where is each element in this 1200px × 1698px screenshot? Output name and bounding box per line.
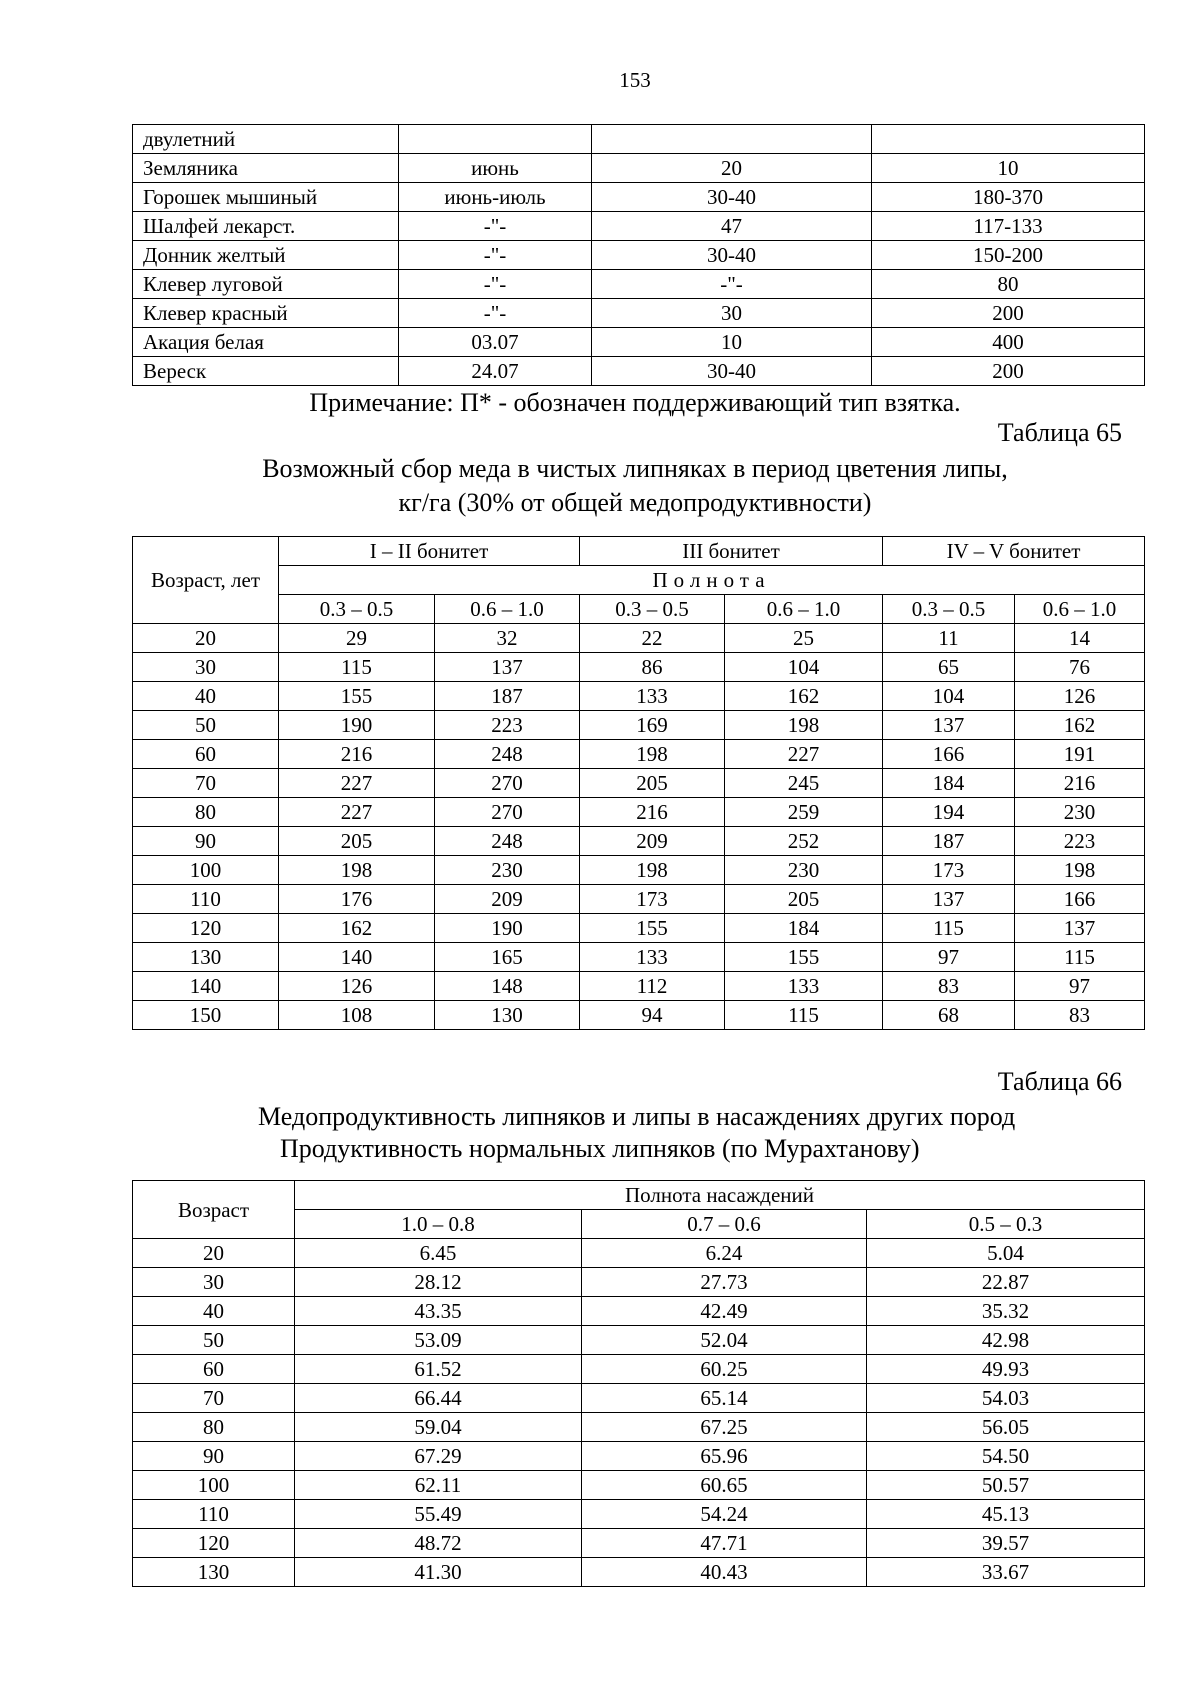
- table-cell: 165: [435, 943, 580, 972]
- table-cell: 190: [435, 914, 580, 943]
- table-cell: 35.32: [867, 1297, 1145, 1326]
- table-cell: 150: [133, 1001, 279, 1030]
- table-cell: 27.73: [582, 1268, 867, 1297]
- table-cell: 137: [883, 885, 1015, 914]
- table-cell: 166: [1015, 885, 1145, 914]
- table-cell: 190: [279, 711, 435, 740]
- table-cell: 67.29: [295, 1442, 582, 1471]
- table-cell: 117-133: [872, 212, 1145, 241]
- table-cell: 49.93: [867, 1355, 1145, 1384]
- table-cell: 230: [1015, 798, 1145, 827]
- table-cell: 62.11: [295, 1471, 582, 1500]
- table-row: [133, 1001, 1145, 1030]
- table-cell: 162: [279, 914, 435, 943]
- table65-caption-line2: кг/га (30% от общей медопродуктивности): [398, 488, 872, 517]
- table-cell: 60: [133, 1355, 295, 1384]
- table-cell: 52.04: [582, 1326, 867, 1355]
- table65-subheader: 0.3 – 0.5: [279, 595, 435, 624]
- table-cell: 54.24: [582, 1500, 867, 1529]
- table66-label: Таблица 66: [997, 1067, 1122, 1096]
- table-cell: 30-40: [592, 183, 872, 212]
- table-cell: Вереск: [133, 357, 399, 386]
- table-cell: 115: [279, 653, 435, 682]
- table-cell: 162: [1015, 711, 1145, 740]
- table-cell: 133: [725, 972, 883, 1001]
- table-cell: 50: [133, 1326, 295, 1355]
- table-cell: 29: [279, 624, 435, 653]
- table-cell: 42.98: [867, 1326, 1145, 1355]
- table-cell: 6.24: [582, 1239, 867, 1268]
- table-cell: -"-: [592, 270, 872, 299]
- table-cell: 10: [592, 328, 872, 357]
- table-cell: -"-: [399, 212, 592, 241]
- table-cell: 245: [725, 769, 883, 798]
- page-number: 153: [619, 68, 651, 92]
- table-row: [133, 1442, 1145, 1471]
- table-cell: 120: [133, 914, 279, 943]
- table-cell: 205: [580, 769, 725, 798]
- table-cell: 10: [872, 154, 1145, 183]
- table-cell: 65.14: [582, 1384, 867, 1413]
- table-cell: Горошек мышиный: [133, 183, 399, 212]
- table65-label: Таблица 65: [997, 418, 1122, 447]
- table-cell: 5.04: [867, 1239, 1145, 1268]
- table-cell: 39.57: [867, 1529, 1145, 1558]
- table66-subheader: 0.5 – 0.3: [867, 1210, 1145, 1239]
- table-cell: 54.03: [867, 1384, 1145, 1413]
- table-cell: 33.67: [867, 1558, 1145, 1587]
- table-row: [133, 769, 1145, 798]
- plant-honey-table-body: [133, 125, 1145, 386]
- table-cell: 198: [725, 711, 883, 740]
- table-cell: 227: [279, 769, 435, 798]
- table66-body: [133, 1239, 1145, 1587]
- table-cell: 120: [133, 1529, 295, 1558]
- table-cell: 162: [725, 682, 883, 711]
- table-cell: 198: [1015, 856, 1145, 885]
- table-cell: 54.50: [867, 1442, 1145, 1471]
- table65-body: [133, 624, 1145, 1030]
- table-cell: 97: [883, 943, 1015, 972]
- table-cell: 14: [1015, 624, 1145, 653]
- table-cell: 205: [279, 827, 435, 856]
- table-row: [133, 125, 1145, 154]
- table-row: [133, 885, 1145, 914]
- table-cell: 42.49: [582, 1297, 867, 1326]
- table-cell: Акация белая: [133, 328, 399, 357]
- table-cell: 41.30: [295, 1558, 582, 1587]
- table66-caption-line2: Продуктивность нормальных липняков (по Мурахтанову): [280, 1134, 920, 1163]
- table-cell: 25: [725, 624, 883, 653]
- table65: [132, 536, 1145, 1030]
- table65-age-header: Возраст, лет: [133, 537, 279, 624]
- table-cell: 223: [1015, 827, 1145, 856]
- table-row: [133, 624, 1145, 653]
- table-cell: 97: [1015, 972, 1145, 1001]
- table-cell: 184: [725, 914, 883, 943]
- table-cell: 187: [435, 682, 580, 711]
- table-cell: 30: [133, 1268, 295, 1297]
- table-cell: 20: [133, 1239, 295, 1268]
- table-row: [133, 1471, 1145, 1500]
- table-cell: 209: [580, 827, 725, 856]
- table-cell: 80: [872, 270, 1145, 299]
- table-cell: 400: [872, 328, 1145, 357]
- table-cell: -"-: [399, 270, 592, 299]
- table-cell: 70: [133, 1384, 295, 1413]
- table-cell: 270: [435, 798, 580, 827]
- table-cell: 80: [133, 798, 279, 827]
- table-row: [133, 270, 1145, 299]
- table-cell: 112: [580, 972, 725, 1001]
- table-cell: 173: [883, 856, 1015, 885]
- table-cell: 148: [435, 972, 580, 1001]
- table-cell: 65.96: [582, 1442, 867, 1471]
- table-cell: 90: [133, 827, 279, 856]
- table-cell: [399, 125, 592, 154]
- table-cell: 110: [133, 885, 279, 914]
- table-cell: Донник желтый: [133, 241, 399, 270]
- table-cell: 47: [592, 212, 872, 241]
- table-cell: 230: [725, 856, 883, 885]
- table65-group-header: III бонитет: [580, 537, 883, 566]
- table-cell: 227: [279, 798, 435, 827]
- table-row: [133, 798, 1145, 827]
- table65-caption-line1: Возможный сбор меда в чистых липняках в период цветения липы,: [262, 454, 1008, 483]
- table-row: [133, 972, 1145, 1001]
- table-cell: 169: [580, 711, 725, 740]
- table-cell: 03.07: [399, 328, 592, 357]
- table-row: [133, 682, 1145, 711]
- table-row: [133, 1297, 1145, 1326]
- table-cell: 252: [725, 827, 883, 856]
- table-row: [133, 856, 1145, 885]
- table-cell: 133: [580, 943, 725, 972]
- table-cell: 67.25: [582, 1413, 867, 1442]
- table-row: [133, 1558, 1145, 1587]
- table-row: [133, 1413, 1145, 1442]
- table-cell: 65: [883, 653, 1015, 682]
- table-cell: 40.43: [582, 1558, 867, 1587]
- table-cell: 191: [1015, 740, 1145, 769]
- table-cell: 133: [580, 682, 725, 711]
- table-cell: 248: [435, 827, 580, 856]
- table-cell: 83: [883, 972, 1015, 1001]
- table-row: [133, 1239, 1145, 1268]
- table-cell: Шалфей лекарст.: [133, 212, 399, 241]
- table-cell: 6.45: [295, 1239, 582, 1268]
- table-cell: 22: [580, 624, 725, 653]
- table-cell: 90: [133, 1442, 295, 1471]
- table-cell: 126: [1015, 682, 1145, 711]
- table-cell: 100: [133, 856, 279, 885]
- table-cell: 140: [133, 972, 279, 1001]
- table66-caption-line1: Медопродуктивность липняков и липы в насаждениях других пород: [258, 1102, 1016, 1131]
- table-row: [133, 1326, 1145, 1355]
- table-cell: 60.25: [582, 1355, 867, 1384]
- plant-honey-table: [132, 124, 1145, 386]
- table-cell: 155: [725, 943, 883, 972]
- table-cell: 47.71: [582, 1529, 867, 1558]
- table-cell: 60.65: [582, 1471, 867, 1500]
- table-cell: 198: [279, 856, 435, 885]
- table-cell: 176: [279, 885, 435, 914]
- table-cell: 137: [883, 711, 1015, 740]
- table-row: [133, 154, 1145, 183]
- table-cell: Земляника: [133, 154, 399, 183]
- table-cell: 20: [592, 154, 872, 183]
- table-cell: 140: [279, 943, 435, 972]
- table-cell: 30-40: [592, 357, 872, 386]
- table-cell: 227: [725, 740, 883, 769]
- table65-density-header: Полнота: [279, 566, 1145, 595]
- table-cell: 155: [279, 682, 435, 711]
- table-cell: двулетний: [133, 125, 399, 154]
- table-cell: 194: [883, 798, 1015, 827]
- table-cell: 216: [1015, 769, 1145, 798]
- table-row: [133, 653, 1145, 682]
- table65-subheader: 0.6 – 1.0: [1015, 595, 1145, 624]
- table-cell: 115: [1015, 943, 1145, 972]
- table-cell: 22.87: [867, 1268, 1145, 1297]
- table-cell: 83: [1015, 1001, 1145, 1030]
- table-cell: 230: [435, 856, 580, 885]
- table65-group-header: IV – V бонитет: [883, 537, 1145, 566]
- table-cell: 30: [133, 653, 279, 682]
- table-cell: июнь: [399, 154, 592, 183]
- table-cell: 32: [435, 624, 580, 653]
- table-cell: 40: [133, 682, 279, 711]
- table-cell: Клевер красный: [133, 299, 399, 328]
- table-cell: 55.49: [295, 1500, 582, 1529]
- table-cell: 24.07: [399, 357, 592, 386]
- table-row: [133, 711, 1145, 740]
- table-cell: [872, 125, 1145, 154]
- table-cell: 28.12: [295, 1268, 582, 1297]
- table-row: [133, 241, 1145, 270]
- table-cell: 108: [279, 1001, 435, 1030]
- table-cell: 110: [133, 1500, 295, 1529]
- table-cell: 20: [133, 624, 279, 653]
- table-cell: -"-: [399, 241, 592, 270]
- table-cell: 104: [883, 682, 1015, 711]
- table-cell: 30-40: [592, 241, 872, 270]
- table-cell: 223: [435, 711, 580, 740]
- table-cell: 56.05: [867, 1413, 1145, 1442]
- table-row: [133, 914, 1145, 943]
- table65-subheader: 0.6 – 1.0: [725, 595, 883, 624]
- table-row: [133, 328, 1145, 357]
- table-row: [133, 943, 1145, 972]
- table-cell: 70: [133, 769, 279, 798]
- table-cell: 198: [580, 740, 725, 769]
- table-cell: -"-: [399, 299, 592, 328]
- table-cell: 130: [133, 1558, 295, 1587]
- table65-subheader: 0.3 – 0.5: [883, 595, 1015, 624]
- table-cell: 155: [580, 914, 725, 943]
- table-cell: 216: [580, 798, 725, 827]
- table-cell: 53.09: [295, 1326, 582, 1355]
- table-cell: 76: [1015, 653, 1145, 682]
- table-cell: 86: [580, 653, 725, 682]
- table-cell: 61.52: [295, 1355, 582, 1384]
- table-cell: 270: [435, 769, 580, 798]
- table-cell: [592, 125, 872, 154]
- table-cell: 11: [883, 624, 1015, 653]
- table-row: [133, 1384, 1145, 1413]
- table65-subheader: 0.6 – 1.0: [435, 595, 580, 624]
- table-row: [133, 1529, 1145, 1558]
- table-cell: 200: [872, 357, 1145, 386]
- table-cell: 200: [872, 299, 1145, 328]
- table-cell: 166: [883, 740, 1015, 769]
- table-row: [133, 299, 1145, 328]
- table-row: [133, 740, 1145, 769]
- table-cell: 45.13: [867, 1500, 1145, 1529]
- table-cell: 198: [580, 856, 725, 885]
- table-cell: 68: [883, 1001, 1015, 1030]
- table-cell: 216: [279, 740, 435, 769]
- table-row: [133, 1268, 1145, 1297]
- table-cell: 66.44: [295, 1384, 582, 1413]
- table-note: Примечание: П* - обозначен поддерживающий тип взятка.: [309, 388, 961, 417]
- table-cell: Клевер луговой: [133, 270, 399, 299]
- table-cell: 150-200: [872, 241, 1145, 270]
- table-cell: 130: [435, 1001, 580, 1030]
- table66-subheader: 0.7 – 0.6: [582, 1210, 867, 1239]
- table-cell: 48.72: [295, 1529, 582, 1558]
- table-cell: 209: [435, 885, 580, 914]
- table-cell: 137: [435, 653, 580, 682]
- table-cell: 259: [725, 798, 883, 827]
- table-cell: 115: [883, 914, 1015, 943]
- table-row: [133, 1355, 1145, 1384]
- table-cell: 50.57: [867, 1471, 1145, 1500]
- table-cell: 50: [133, 711, 279, 740]
- table-cell: 100: [133, 1471, 295, 1500]
- table-cell: 187: [883, 827, 1015, 856]
- table65-subheader: 0.3 – 0.5: [580, 595, 725, 624]
- table-cell: 60: [133, 740, 279, 769]
- table-cell: 115: [725, 1001, 883, 1030]
- table-row: [133, 1500, 1145, 1529]
- table-cell: 130: [133, 943, 279, 972]
- table-row: [133, 827, 1145, 856]
- table-cell: 184: [883, 769, 1015, 798]
- table-cell: 126: [279, 972, 435, 1001]
- table-row: [133, 212, 1145, 241]
- table-cell: 40: [133, 1297, 295, 1326]
- table-cell: 59.04: [295, 1413, 582, 1442]
- table-cell: 43.35: [295, 1297, 582, 1326]
- table-cell: 173: [580, 885, 725, 914]
- table-cell: 94: [580, 1001, 725, 1030]
- table-cell: 80: [133, 1413, 295, 1442]
- table66-subheader: 1.0 – 0.8: [295, 1210, 582, 1239]
- table-cell: 30: [592, 299, 872, 328]
- table-cell: 205: [725, 885, 883, 914]
- table-row: [133, 357, 1145, 386]
- table-cell: 104: [725, 653, 883, 682]
- table-cell: 180-370: [872, 183, 1145, 212]
- table65-group-header: I – II бонитет: [279, 537, 580, 566]
- table66: [132, 1180, 1145, 1587]
- table66-density-header: Полнота насаждений: [295, 1181, 1145, 1210]
- table-cell: 137: [1015, 914, 1145, 943]
- table-cell: июнь-июль: [399, 183, 592, 212]
- table-row: [133, 183, 1145, 212]
- table-cell: 248: [435, 740, 580, 769]
- table66-age-header: Возраст: [133, 1181, 295, 1239]
